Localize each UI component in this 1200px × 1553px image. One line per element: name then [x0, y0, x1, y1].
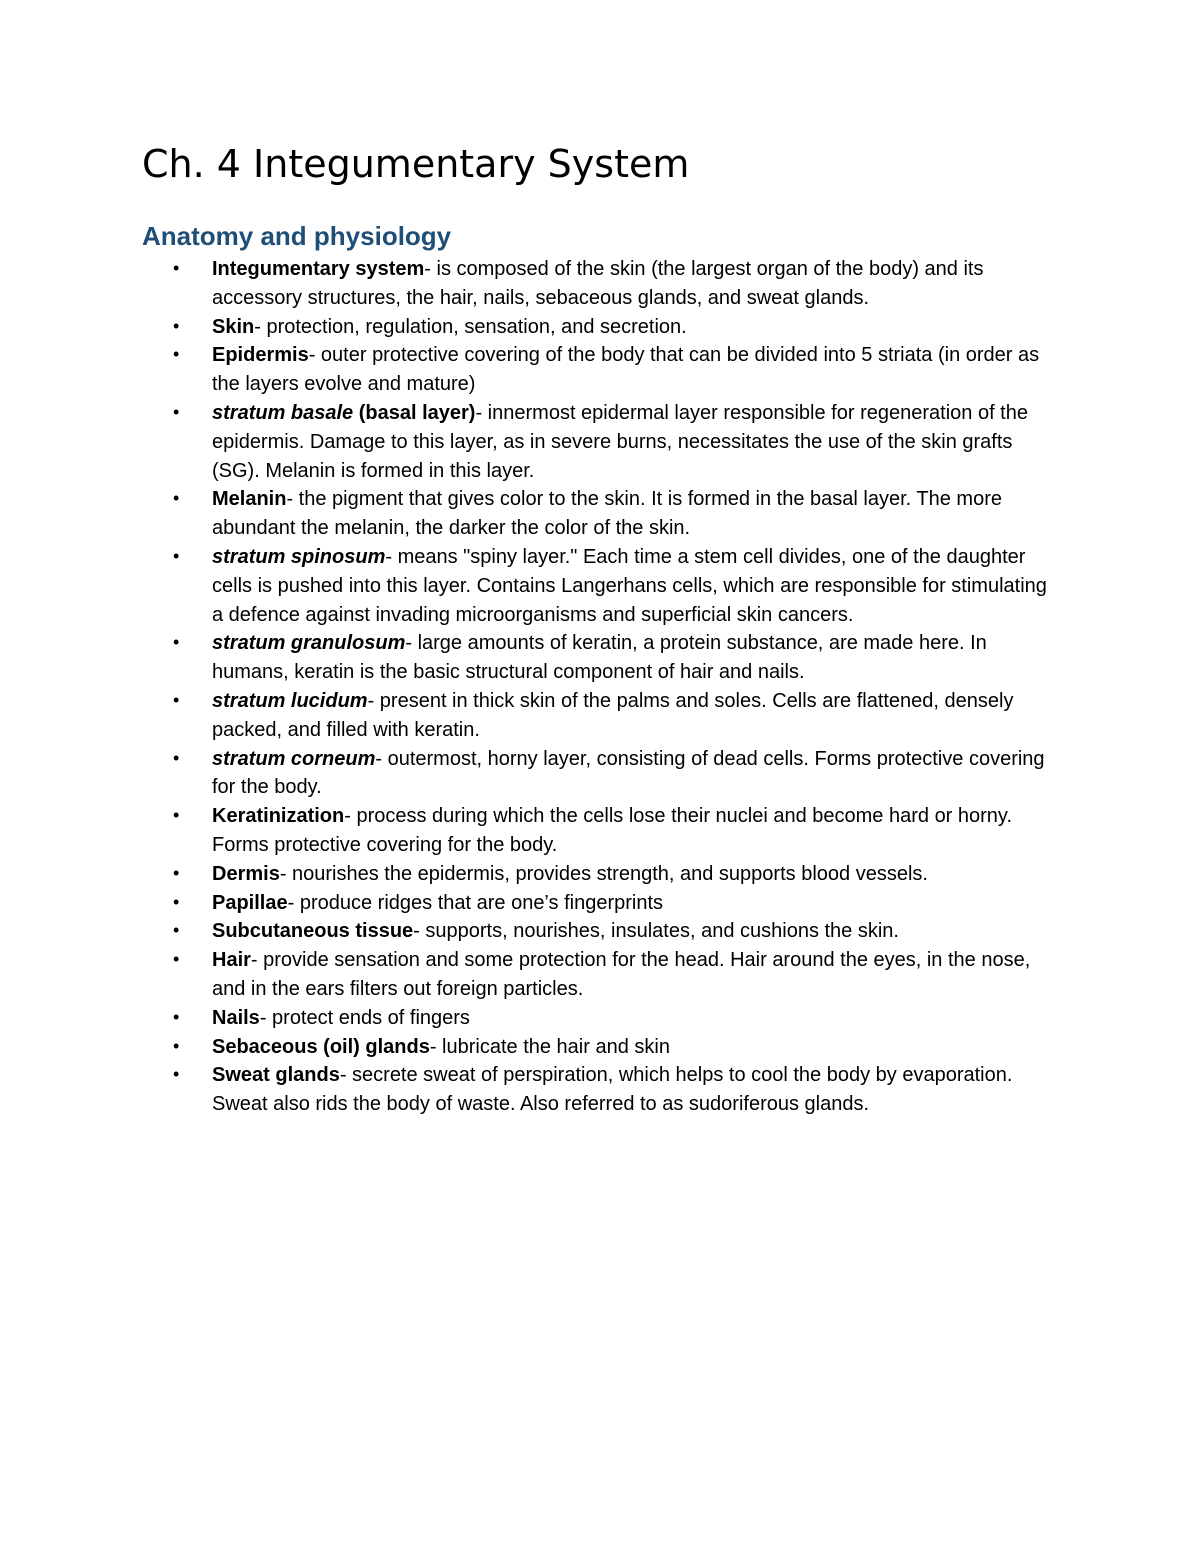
bullet-icon: • — [173, 747, 180, 768]
list-item — [142, 1004, 1062, 1033]
term-description: - supports, nourishes, insulates, and cushions the skin. — [413, 920, 899, 943]
list-item — [142, 917, 1062, 946]
term-description: - secrete sweat of perspiration, which helps to cool the body by evaporation. Sweat also rids the body of waste. Also referred to as sudoriferous glands. — [212, 1064, 1013, 1116]
term-description: - large amounts of keratin, a protein substance, are made here. In humans, keratin is the basic structural component of hair and nails. — [212, 632, 987, 684]
list-item — [142, 1061, 1062, 1119]
term-name: Sweat glands — [212, 1064, 340, 1087]
term-name: Skin — [212, 315, 255, 338]
bullet-icon: • — [173, 862, 180, 883]
section-heading: Anatomy and physiology — [142, 221, 452, 251]
term-description: - outer protective covering of the body that can be divided into 5 striata (in order as the layers evolve and mature) — [212, 344, 1040, 396]
term-description: - nourishes the epidermis, provides strength, and supports blood vessels. — [279, 862, 928, 885]
list-item — [142, 745, 1062, 803]
term-name: Hair — [212, 949, 251, 972]
list-item — [142, 860, 1062, 889]
term-name: stratum corneum — [212, 747, 376, 770]
list-item — [142, 485, 1062, 543]
bullet-icon: • — [173, 1006, 180, 1027]
term-description: - produce ridges that are one’s fingerprints — [287, 891, 664, 914]
term-name: Keratinization — [212, 805, 345, 828]
term-description: - protect ends of fingers — [259, 1006, 470, 1029]
term-description: - the pigment that gives color to the skin. It is formed in the basal layer. The more abundant the melanin, the darker the color of the skin. — [212, 488, 1002, 540]
term-description: - process during which the cells lose their nuclei and become hard or horny. Forms protective covering for the body. — [212, 805, 1013, 856]
bullet-icon: • — [173, 258, 180, 278]
document-title: Ch. 4 Integumentary System — [142, 142, 690, 186]
term-name: Sebaceous (oil) glands — [212, 1035, 430, 1058]
list-item — [142, 543, 1062, 629]
bullet-icon: • — [173, 949, 180, 970]
bullet-icon: • — [173, 689, 180, 710]
term-description: - innermost epidermal layer responsible for regeneration of the epidermis. Damage to this layer, as in severe burns, necessitates the use of the skin grafts (SG). Melanin is formed in this layer. — [212, 401, 1028, 482]
term-name: stratum granulosum — [212, 632, 406, 655]
term-description: - protection, regulation, sensation, and secretion. — [254, 315, 687, 338]
bullet-icon: • — [173, 315, 180, 336]
term-description: - outermost, horny layer, consisting of dead cells. Forms protective covering for the body. — [212, 747, 1045, 799]
list-item — [142, 341, 1062, 399]
bullet-icon: • — [173, 1035, 180, 1056]
bullet-icon: • — [173, 805, 180, 826]
bullet-icon: • — [173, 488, 180, 509]
list-item — [142, 629, 1062, 687]
bullet-icon: • — [173, 632, 180, 653]
term-list — [142, 255, 1062, 1119]
term-name: Dermis — [212, 862, 280, 885]
term-qualifier: (basal layer) — [353, 401, 476, 424]
bullet-icon: • — [173, 1064, 180, 1085]
term-name: stratum basale — [212, 401, 354, 424]
term-name: Melanin — [212, 488, 287, 511]
term-name: Epidermis — [212, 344, 309, 367]
list-item — [142, 802, 1062, 860]
list-item — [142, 255, 1062, 313]
term-name: stratum spinosum — [212, 545, 386, 568]
term-description: - means "spiny layer." Each time a stem cell divides, one of the daughter cells is pushed into this layer. Contains Langerhans cells, which are responsible for stimulating a defence against invading microorganisms and superficial skin cancers. — [212, 545, 1047, 626]
term-description: - is composed of the skin (the largest organ of the body) and its accessory structures, the hair, nails, sebaceous glands, and sweat glands. — [212, 258, 984, 309]
term-name: Nails — [212, 1006, 260, 1029]
term-name: Subcutaneous tissue — [212, 920, 414, 943]
term-name: stratum lucidum — [212, 689, 368, 712]
list-item — [142, 313, 1062, 342]
term-description: - provide sensation and some protection for the head. Hair around the eyes, in the nose, and in the ears filters out foreign particles. — [212, 949, 1031, 1000]
term-name: Integumentary system — [212, 258, 425, 280]
bullet-icon: • — [173, 891, 180, 912]
term-description: - present in thick skin of the palms and soles. Cells are flattened, densely packed, and filled with keratin. — [212, 689, 1014, 741]
bullet-icon: • — [173, 401, 180, 422]
list-item — [142, 399, 1062, 485]
bullet-icon: • — [173, 344, 180, 365]
list-item — [142, 1033, 1062, 1062]
list-item — [142, 946, 1062, 1004]
term-description: - lubricate the hair and skin — [429, 1035, 670, 1058]
list-item — [142, 889, 1062, 918]
list-item — [142, 687, 1062, 745]
term-name: Papillae — [212, 891, 288, 914]
bullet-icon: • — [173, 920, 180, 941]
bullet-icon: • — [173, 545, 180, 566]
